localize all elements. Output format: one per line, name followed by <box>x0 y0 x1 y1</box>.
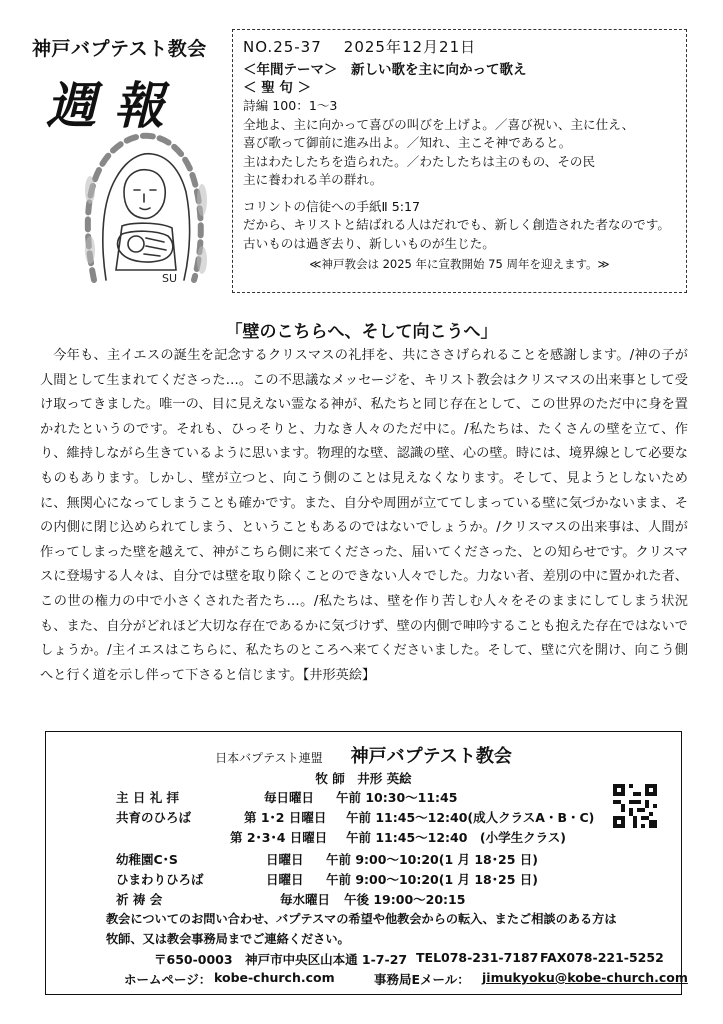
tel: TEL078-231-7187 <box>416 950 539 965</box>
verse-line: 詩編 100：1～3 <box>243 98 338 113</box>
contact-note: 教会についてのお問い合わせ、バプテスマの希望や他教会からの転入、またご相談のある方は <box>106 912 617 926</box>
info-title <box>46 742 681 768</box>
annual-theme: ＜年間テーマ＞ 新しい歌を主に向かって歌え <box>243 62 527 78</box>
verse-line: コリントの信徒への手紙Ⅱ 5:17 <box>243 198 421 214</box>
schedule-name: 共育のひろば <box>116 810 192 825</box>
schedule-time: 午前 9:00～10:20(1 月 18･25 日) <box>326 872 538 887</box>
sermon-title: 「壁のこちらへ、そして向こうへ」 <box>225 322 498 342</box>
schedule-day: 第 2･3･4 日曜日 <box>230 830 328 845</box>
schedule-name: 祈 祷 会 <box>116 892 163 907</box>
address: 〒650-0003 神戸市中央区山本通 1-7-27 <box>154 952 408 967</box>
schedule-time: 午前 10:30～11:45 <box>336 790 458 805</box>
schedule-name: 幼稚園C･S <box>116 852 178 867</box>
nativity-illustration <box>64 130 224 290</box>
schedule-time: 午前 11:45～12:40(成人クラスA・B・C) <box>346 810 595 825</box>
homepage-label: ホームページ： <box>124 972 212 987</box>
sermon-paragraph: 今年も、主イエスの誕生を記念するクリスマスの礼拝を、共にささげられることを感謝します。/神の子が人間として生まれてくださった…。この不思議なメッセージを、キリスト教会はクリスマスの出来事として受け取ってきました。唯一の、目に見えない霊なる神が、私たちと同じ存在として、この世界のただ中に身を置かれたというのです。それも、ひっそりと、力なき人々のただ中に。/私たちは、たくさんの壁を立て、作り、維持しながら生きているように思います。物理的な壁、認識の壁、心の壁。時には、境界線として必要なものもあります。しかし、壁が立つと、向こう側のことは見えなくなります。そして、見ようとしないために、無関心になってしまうことも確かです。また、自分や周囲が立ててしまっている壁に気づかないまま、その内側に閉じ込められてしまう、ということもあるのではないでしょうか。/クリスマスの出来事は、人間が作ってしまった壁を越えて、神がこちら側に来てくださった、届いてくださった、との知らせです。クリスマスに登場する人々は、自分では壁を取り除くことのできない人々でした。力ない者、差別の中に置かれた者、この世の権力の中で小さくされた者たち…。/私たちは、壁を作り苦しむ人々をそのままにしてしまう状況も、また、自分がどれほど大切な存在であるかに気づけず、壁の内側で呻吟することも抱えた存在ではないでしょうか。/主イエスはこちらに、私たちのところへ来てくださいました。そして、壁に穴を開け、向こう側へと行く道を示し伴って下さると信じます。【井形英絵】 <box>40 348 688 683</box>
verse-line: 喜び歌って御前に進み出よ。／知れ、主こそ神であると。 <box>243 135 572 150</box>
homepage-link[interactable]: kobe-church.com <box>214 970 335 985</box>
bulletin-title: 週報 <box>46 76 182 135</box>
anniversary-note: ≪神戸教会は 2025 年に宣教開始 75 周年を迎えます。≫ <box>309 257 610 271</box>
sermon-body <box>40 344 688 688</box>
qr-code-icon[interactable] <box>613 784 657 828</box>
schedule-day: 毎日曜日 <box>264 790 315 805</box>
verse-line: 主に養われる羊の群れ。 <box>243 172 383 187</box>
schedule-time: 午前 9:00～10:20(1 月 18･25 日) <box>326 852 538 867</box>
verse-heading: ＜ 聖 句 ＞ <box>243 80 312 96</box>
contact-note: 牧師、又は教会事務局までご連絡ください。 <box>106 932 350 946</box>
schedule-time: 午後 19:00～20:15 <box>344 892 466 907</box>
fax: FAX078-221-5252 <box>540 950 664 965</box>
theme-verse-box <box>232 29 687 293</box>
schedule-name: 主 日 礼 拝 <box>116 790 180 805</box>
church-name: 神戸バプテスト教会 <box>32 38 207 60</box>
issue-date: 2025年12月21日 <box>343 38 477 56</box>
verse-line: だから、キリストと結ばれる人はだれでも、新しく創造された者なのです。 <box>243 217 670 232</box>
verse-line: 全地よ、主に向かって喜びの叫びを上げよ。／喜び祝い、主に仕え、 <box>243 116 635 132</box>
schedule-day: 日曜日 <box>266 852 304 867</box>
schedule-day: 日曜日 <box>266 872 304 887</box>
email-label: 事務局Eメール： <box>374 972 470 987</box>
schedule-name: ひまわりひろば <box>116 872 204 887</box>
info-church-name: 神戸バプテスト教会 <box>350 746 512 767</box>
illustration-signature: SU <box>162 272 178 285</box>
verse-line: 主はわたしたちを造られた。／わたしたちは主のもの、その民 <box>243 153 596 169</box>
schedule-day: 毎水曜日 <box>280 892 331 907</box>
schedule-day: 第 1･2 日曜日 <box>244 810 327 825</box>
email-link[interactable]: jimukyoku@kobe-church.com <box>482 970 688 985</box>
verse-line: 古いものは過ぎ去り、新しいものが生じた。 <box>243 235 495 251</box>
issue-number: NO.25-37 <box>243 38 322 56</box>
schedule-time: 午前 11:45～12:40 (小学生クラス) <box>346 830 566 845</box>
union-name: 日本バプテスト連盟 <box>215 751 323 765</box>
issue-line <box>243 36 676 57</box>
church-info-box <box>45 731 688 995</box>
pastor-line: 牧 師 井形 英絵 <box>315 771 412 786</box>
